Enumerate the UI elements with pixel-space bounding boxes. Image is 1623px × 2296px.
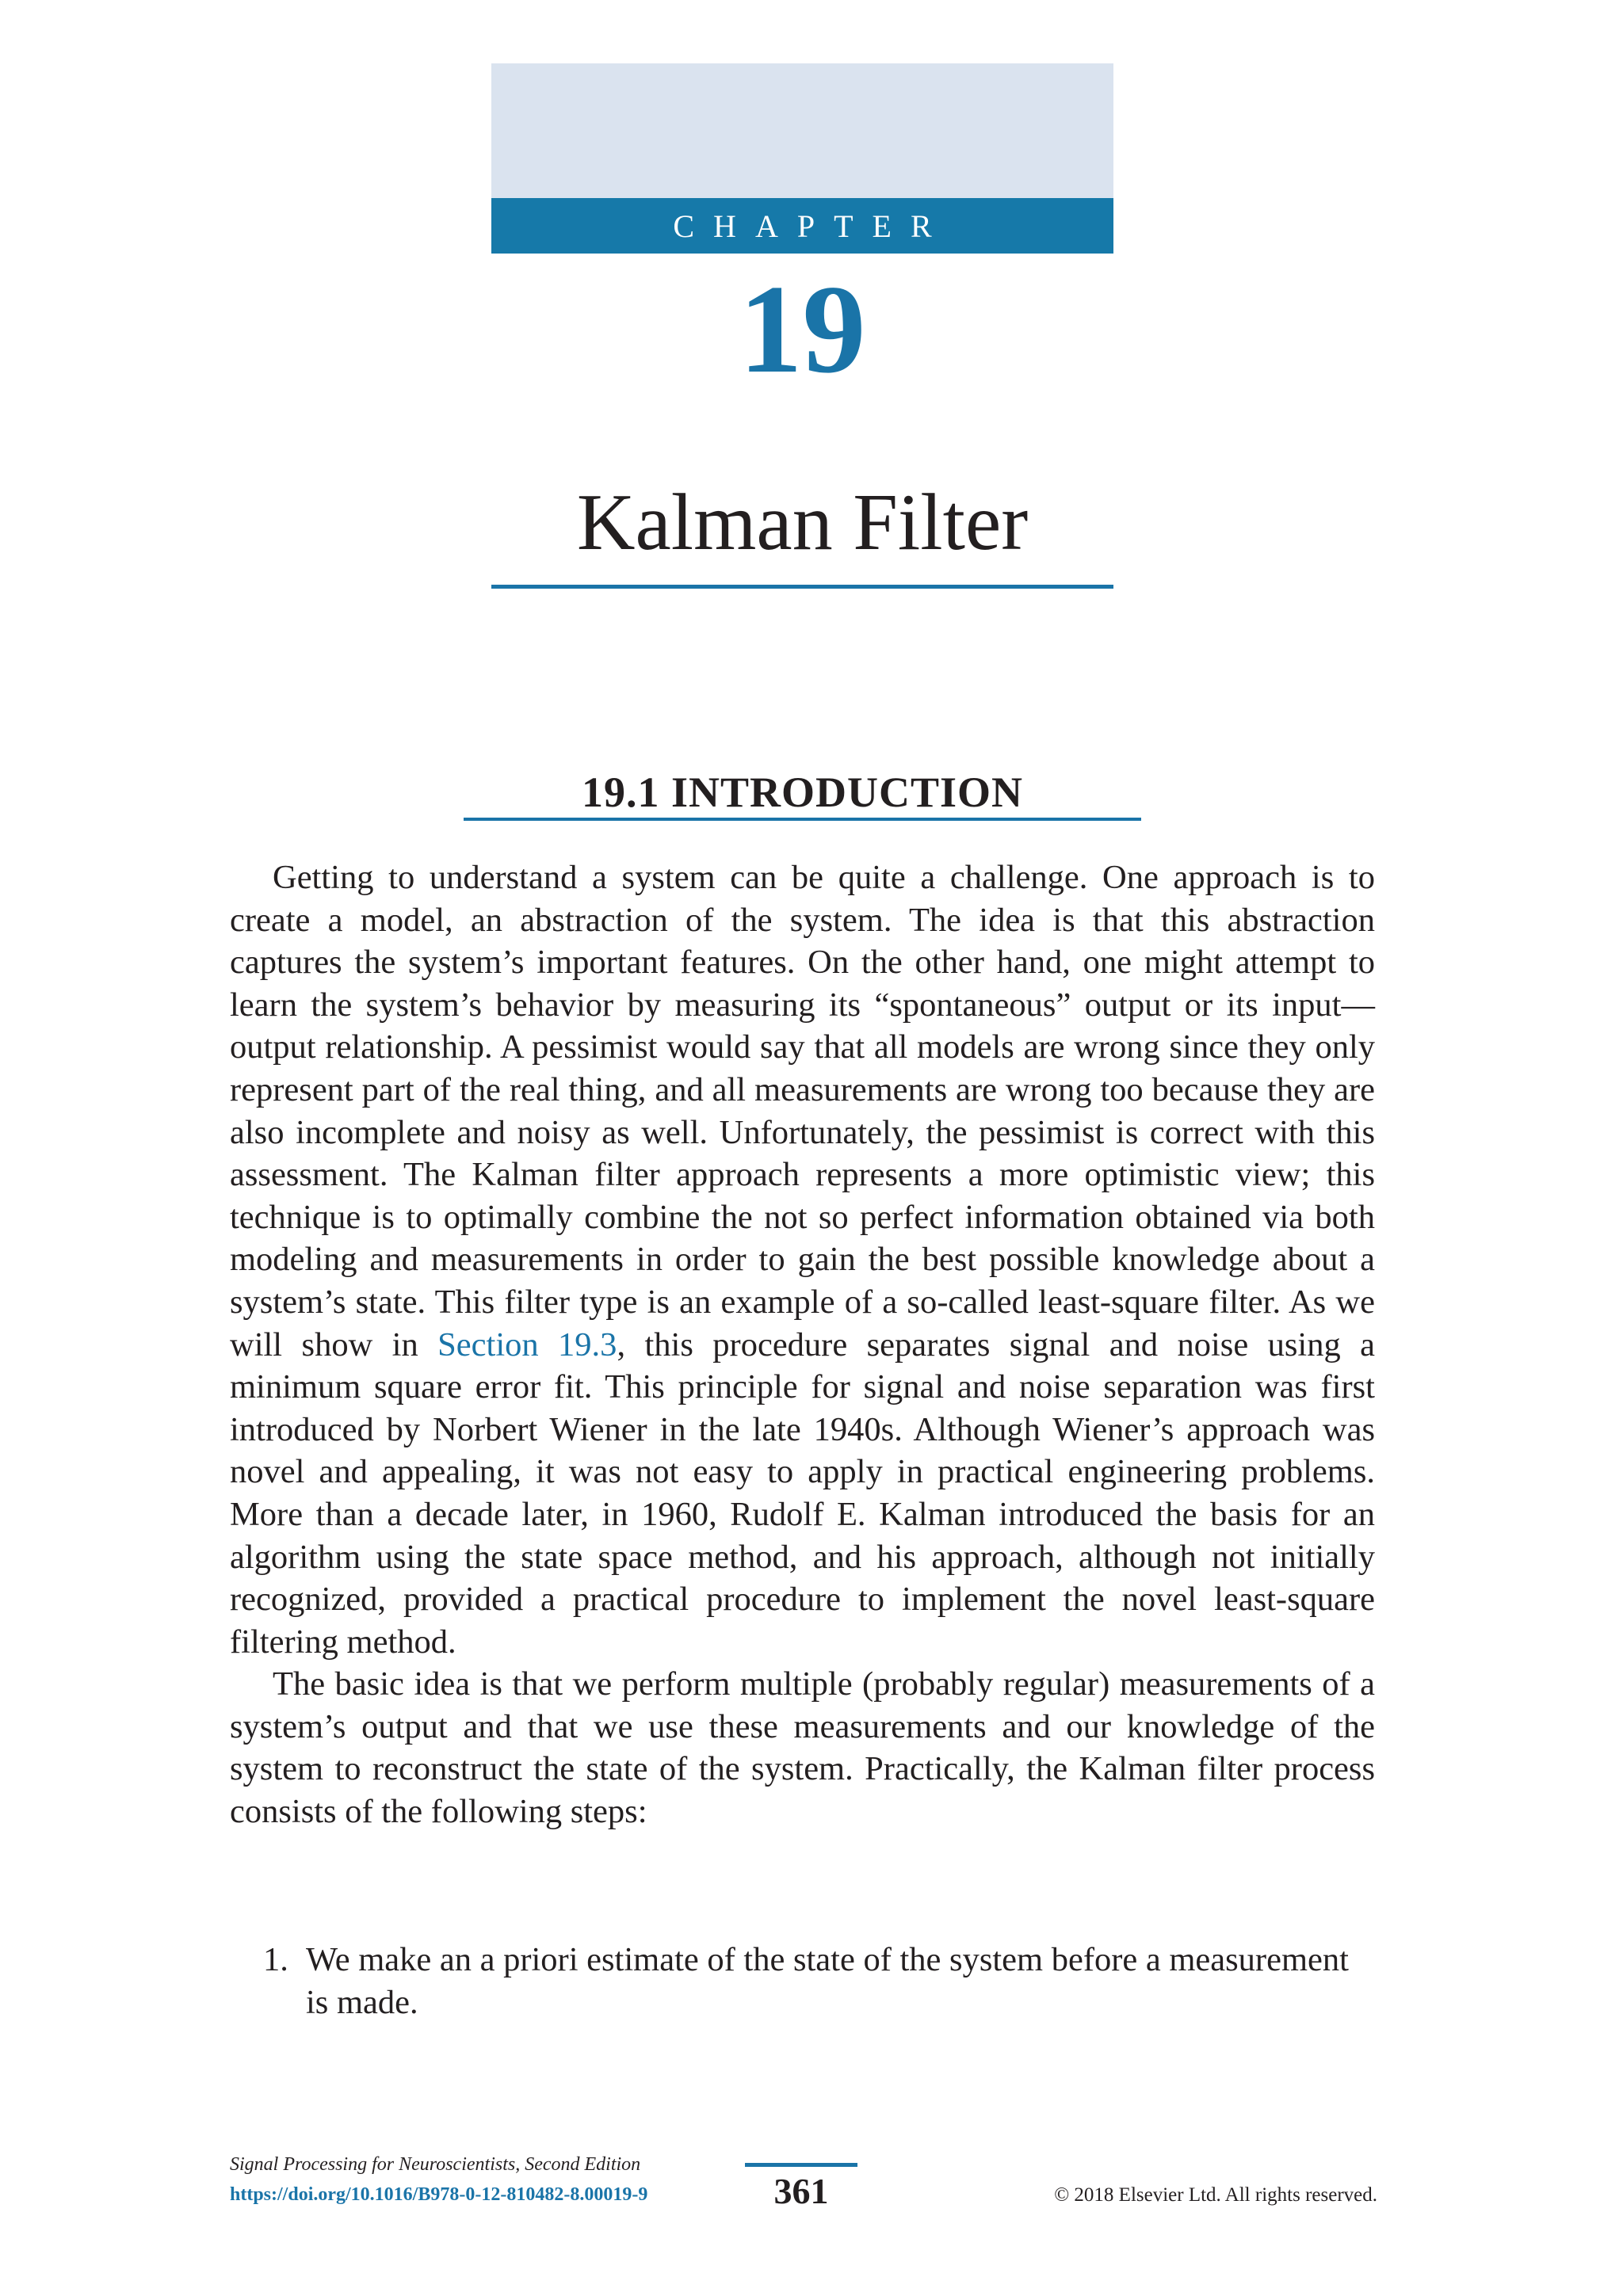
title-underline — [491, 585, 1113, 589]
list-item-text: We make an a priori estimate of the state of the system before a measurement is made. — [306, 1941, 1349, 2021]
page-number-rule — [745, 2163, 857, 2167]
footer-copyright: © 2018 Elsevier Ltd. All rights reserved. — [1054, 2184, 1377, 2206]
list-item — [230, 1939, 1355, 2023]
footer-book-title: Signal Processing for Neuroscientists, Second Edition — [230, 2154, 641, 2175]
paragraph-1-part-a: Getting to understand a system can be quite a challenge. One approach is to create a model, an abstraction of the system. The idea is that this abstraction captures the system’s important features. On the other hand, one might attempt to learn the system’s behavior by measuring its “spontaneous” output or its input—output relationship. A pessimist would say that all models are wrong since they only represent part of the real thing, and all measurements are wrong too because they are also incomplete and noisy as well. Unfortunately, the pessimist is correct with this assessment. The Kalman filter approach represents a more optimistic view; this technique is to optimally combine the not so perfect information obtained via both modeling and measurements in order to gain the best possible knowledge about a system’s state. This filter type is an example of a so-called least-square filter. As we will show in — [230, 859, 1375, 1363]
chapter-header-box — [491, 63, 1113, 198]
page-number: 361 — [773, 2171, 829, 2211]
paragraph-1-part-b: , this procedure separates signal and noise using a minimum square error fit. This principle for signal and noise separation was first introduced by Norbert Wiener in the late 1940s. Although Wiener’s approach was novel and appealing, it was not easy to apply in practical engineering problems. More than a decade later, in 1960, Rudolf E. Kalman introduced the basis for an algorithm using the state space method, and his approach, although not initially recognized, provided a practical procedure to implement the novel least-square filtering method. — [230, 1325, 1375, 1661]
chapter-number: 19 — [739, 258, 866, 399]
paragraph-2: The basic idea is that we perform multiple (probably regular) measurements of a system’s output and that we use these measurements and our knowledge of the system to reconstruct the state of the system. Practically, the Kalman filter process consists of the following steps: — [230, 1665, 1375, 1831]
list-item-number: 1. — [263, 1941, 288, 1978]
section-underline — [464, 818, 1141, 821]
footer-doi-link[interactable]: https://doi.org/10.1016/B978-0-12-810482-8.00019-9 — [230, 2184, 648, 2205]
body-text — [230, 856, 1375, 1833]
chapter-label-bar — [491, 198, 1113, 254]
chapter-title: Kalman Filter — [576, 478, 1029, 567]
paragraph-1 — [230, 856, 1375, 1663]
section-19-3-link[interactable]: Section 19.3 — [437, 1325, 617, 1363]
chapter-label: CHAPTER — [673, 208, 951, 244]
section-heading: 19.1 INTRODUCTION — [581, 769, 1024, 816]
